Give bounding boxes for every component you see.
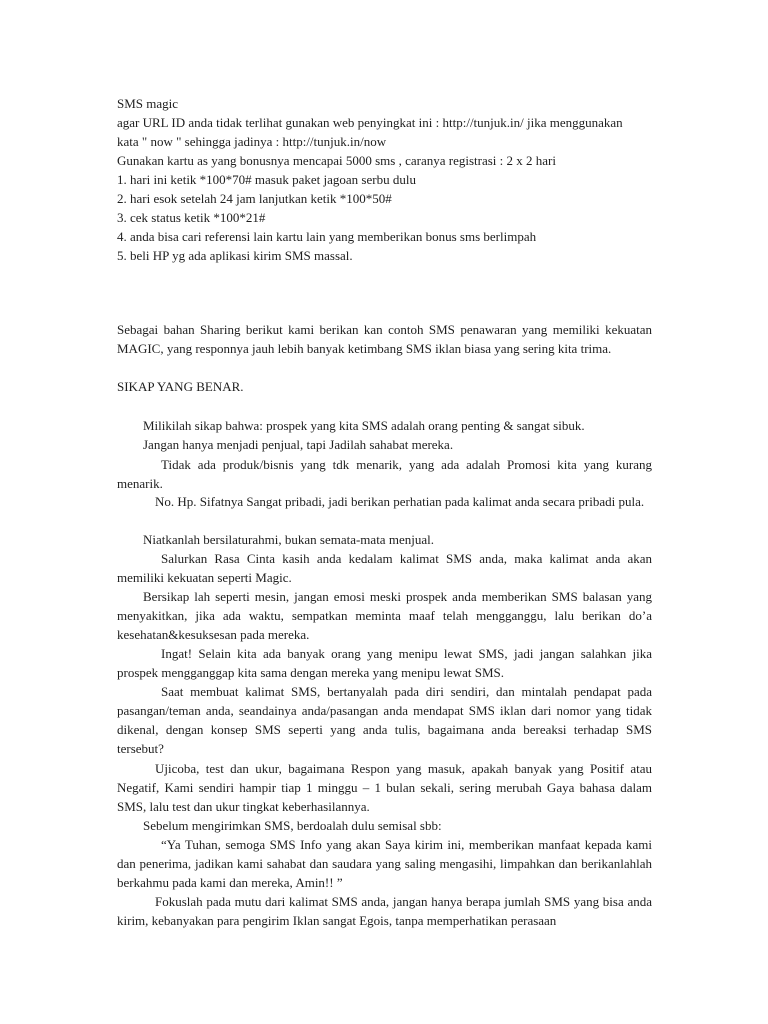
paragraph: Ingat! Selain kita ada banyak orang yang menipu lewat SMS, jadi jangan salahkan jika prospek mengganggap kita sama dengan mereka yang menipu lewat SMS. [117, 646, 652, 680]
intro-step: 1. hari ini ketik *100*70# masuk paket jagoan serbu dulu [117, 172, 416, 187]
section-heading: SIKAP YANG BENAR. [117, 379, 244, 394]
paragraph: No. Hp. Sifatnya Sangat pribadi, jadi berikan perhatian pada kalimat anda secara pribadi pula. [155, 494, 645, 509]
intro-step: 3. cek status ketik *100*21# [117, 210, 266, 225]
prayer-quote: “Ya Tuhan, semoga SMS Info yang akan Saya kirim ini, memberikan manfaat kepada kami dan penerima, jadikan kami sahabat dan saudara yang saling mengasihi, limpahkan dan berikanlahlah berkahmu pada kami dan mereka, Amin!! ” [117, 837, 652, 890]
paragraph: Tidak ada produk/bisnis yang tdk menarik, yang ada adalah Promosi kita yang kurang menarik. [117, 457, 652, 491]
intro-line: Gunakan kartu as yang bonusnya mencapai 5000 sms , caranya registrasi : 2 x 2 hari [117, 153, 556, 168]
paragraph: Bersikap lah seperti mesin, jangan emosi meski prospek anda memberikan SMS balasan yang menyakitkan, jika ada waktu, sempatkan meminta maaf telah mengganggu, lalu berikan do’a kesehatan&kesuksesan pada mereka. [117, 589, 652, 642]
paragraph: Milikilah sikap bahwa: prospek yang kita SMS adalah orang penting & sangat sibuk. [143, 418, 585, 433]
paragraph: Jangan hanya menjadi penjual, tapi Jadilah sahabat mereka. [143, 437, 454, 452]
paragraph: Salurkan Rasa Cinta kasih anda kedalam kalimat SMS anda, maka kalimat anda akan memiliki kekuatan seperti Magic. [117, 551, 652, 585]
intro-line: kata " now " sehingga jadinya : http://tunjuk.in/now [117, 134, 387, 149]
intro-section [117, 94, 652, 265]
sharing-paragraph: Sebagai bahan Sharing berikut kami berikan kan contoh SMS penawaran yang memiliki kekuatan MAGIC, yang responnya jauh lebih banyak ketimbang SMS iklan biasa yang sering kita trima. [117, 322, 652, 356]
paragraph: Saat membuat kalimat SMS, bertanyalah pada diri sendiri, dan mintalah pendapat pada pasangan/teman anda, seandainya anda/pasangan anda mendapat SMS iklan dari nomor yang tidak dikenal, dengan konsep SMS seperti yang anda tulis, bagaimana anda bereaksi terhadap SMS tersebut? [117, 684, 652, 756]
intro-step: 2. hari esok setelah 24 jam lanjutkan ketik *100*50# [117, 191, 392, 206]
paragraph: Ujicoba, test dan ukur, bagaimana Respon yang masuk, apakah banyak yang Positif atau Negatif, Kami sendiri hampir tiap 1 minggu – 1 bulan sekali, sering merubah Gaya bahasa dalam SMS, lalu test dan ukur tingkat keberhasilannya. [117, 761, 652, 814]
intro-step: 5. beli HP yg ada aplikasi kirim SMS massal. [117, 248, 353, 263]
paragraph: Niatkanlah bersilaturahmi, bukan semata-mata menjual. [143, 532, 434, 547]
intro-line: agar URL ID anda tidak terlihat gunakan web penyingkat ini : http://tunjuk.in/ jika menggunakan [117, 115, 623, 130]
paragraph: Sebelum mengirimkan SMS, berdoalah dulu semisal sbb: [143, 818, 442, 833]
intro-title: SMS magic [117, 96, 179, 111]
paragraph: Fokuslah pada mutu dari kalimat SMS anda, jangan hanya berapa jumlah SMS yang bisa anda kirim, kebanyakan para pengirim Iklan sangat Egois, tanpa memperhatikan perasaan [117, 894, 652, 928]
intro-step: 4. anda bisa cari referensi lain kartu lain yang memberikan bonus sms berlimpah [117, 229, 537, 244]
